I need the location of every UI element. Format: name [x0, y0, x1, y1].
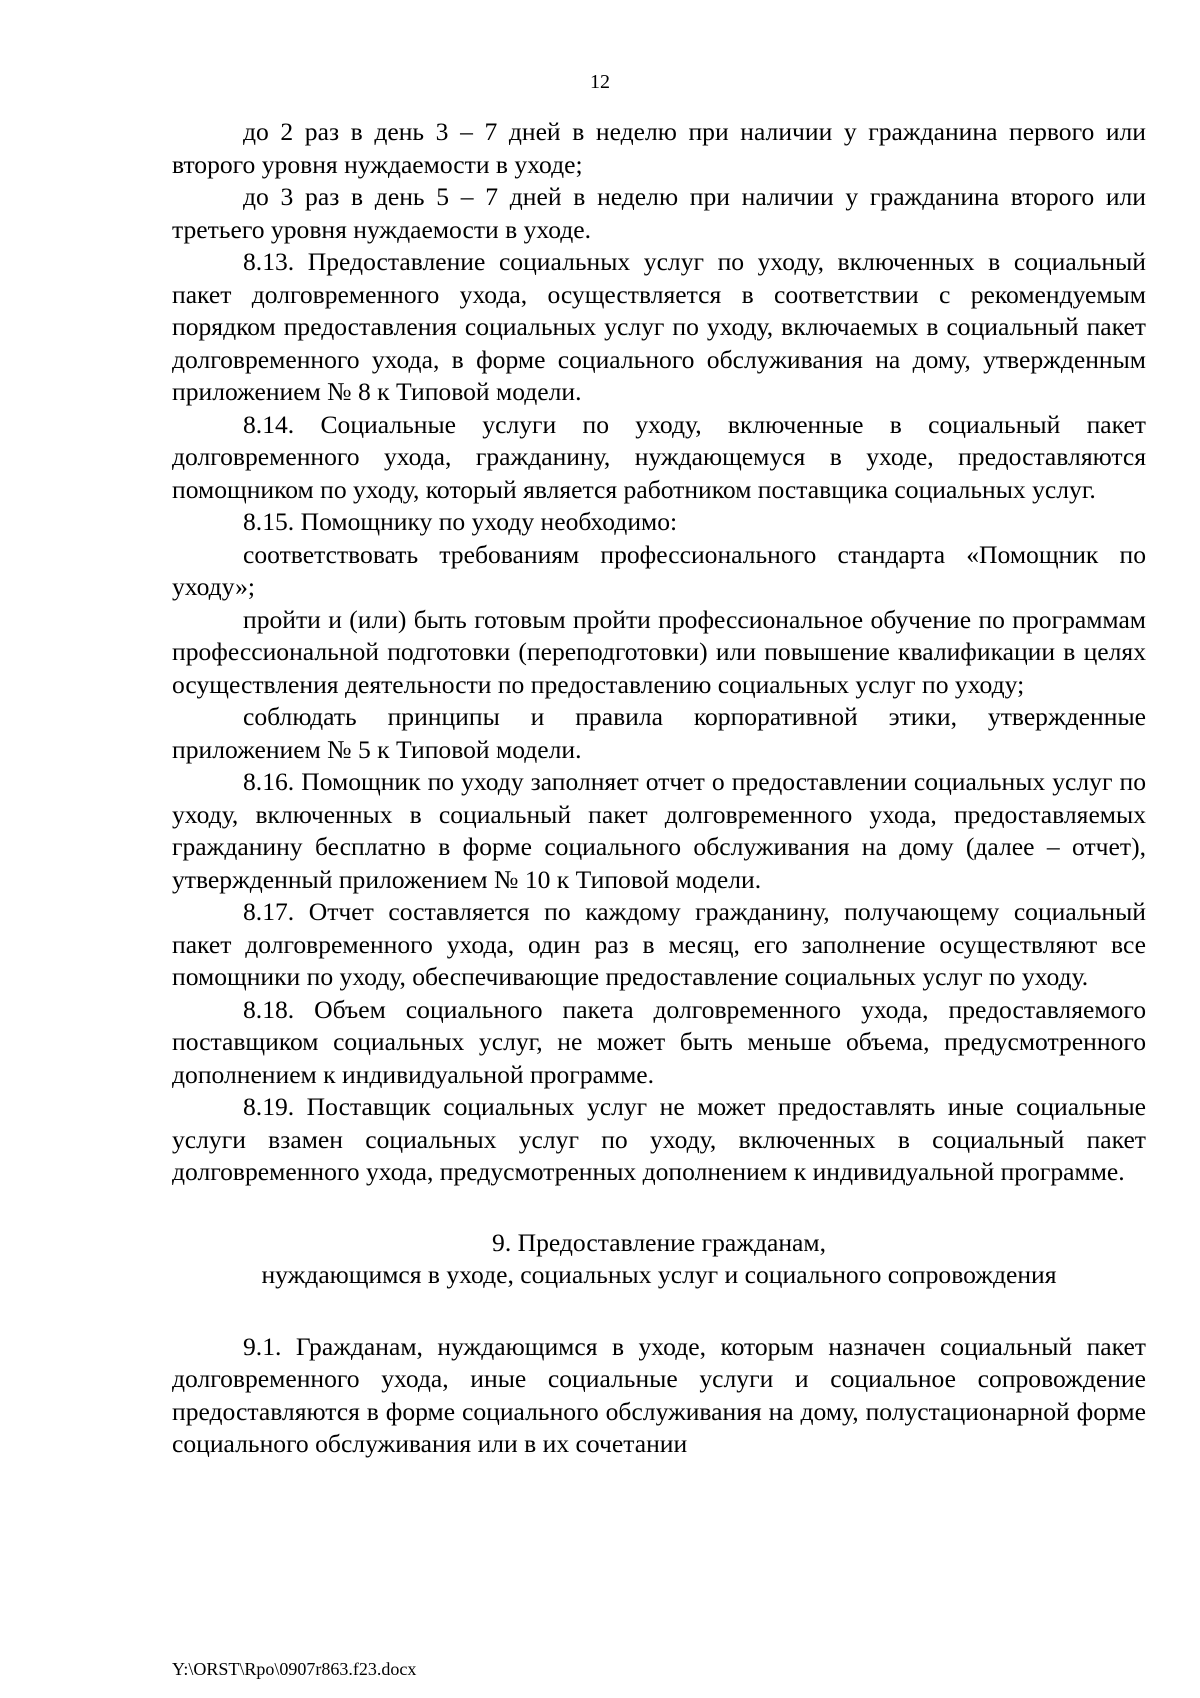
- document-body: [172, 116, 1146, 1461]
- paragraph-8-15-standard: соответствовать требованиям профессионального стандарта «Помощник по уходу»;: [172, 539, 1146, 601]
- section-9-heading: [172, 1227, 1146, 1292]
- footer-file-path: Y:\ORST\Rpo\0907r863.f23.docx: [172, 1659, 417, 1679]
- paragraph-8-13: 8.13. Предоставление социальных услуг по уходу, включенных в социальный пакет долговременного ухода, осуществляется в соответствии с рекомендуемым порядком предоставления социальных услуг по уходу, включаемых в социальный пакет долговременного ухода, в форме социального обслуживания на дому, утвержденным приложением № 8 к Типовой модели.: [172, 247, 1146, 406]
- paragraph-8-15: 8.15. Помощнику по уходу необходимо:: [243, 507, 678, 536]
- paragraph-8-16: 8.16. Помощник по уходу заполняет отчет о предоставлении социальных услуг по уходу, включенных в социальный пакет долговременного ухода, предоставляемых гражданину бесплатно в форме социального обслуживания на дому (далее – отчет), утвержденный приложением № 10 к Типовой модели.: [172, 767, 1146, 894]
- paragraph-8-17: 8.17. Отчет составляется по каждому гражданину, получающему социальный пакет долговременного ухода, один раз в месяц, его заполнение осуществляют все помощники по уходу, обеспечивающие предоставление социальных услуг по уходу.: [172, 897, 1146, 991]
- paragraph-8-15-training: пройти и (или) быть готовым пройти профессиональное обучение по программам профессиональной подготовки (переподготовки) или повышение квалификации в целях осуществления деятельности по предоставлению социальных услуг по уходу;: [172, 604, 1146, 699]
- paragraph-8-15-ethics: соблюдать принципы и правила корпоративной этики, утвержденные приложением № 5 к Типовой модели.: [172, 702, 1146, 764]
- paragraph-frequency-1: до 2 раз в день 3 – 7 дней в неделю при наличии у гражданина первого или второго уровня нуждаемости в уходе;: [172, 117, 1146, 179]
- paragraph-9-1: 9.1. Гражданам, нуждающимся в уходе, которым назначен социальный пакет долговременного ухода, иные социальные услуги и социальное сопровождение предоставляются в форме социального обслуживания на дому, полустационарной форме социального обслуживания или в их сочетании: [172, 1331, 1146, 1458]
- section-heading-line-1: 9. Предоставление гражданам,: [492, 1227, 826, 1257]
- paragraph-8-18: 8.18. Объем социального пакета долговременного ухода, предоставляемого поставщиком социальных услуг, не может быть меньше объема, предусмотренного дополнением к индивидуальной программе.: [172, 994, 1146, 1089]
- paragraph-8-19: 8.19. Поставщик социальных услуг не может предоставлять иные социальные услуги взамен социальных услуг по уходу, включенных в социальный пакет долговременного ухода, предусмотренных дополнением к индивидуальной программе.: [172, 1092, 1146, 1186]
- section-heading-line-2: нуждающимся в уходе, социальных услуг и социального сопровождения: [261, 1260, 1057, 1289]
- page-number: 12: [590, 71, 610, 93]
- paragraph-8-14: 8.14. Социальные услуги по уходу, включенные в социальный пакет долговременного ухода, гражданину, нуждающемуся в уходе, предоставляются помощником по уходу, который является работником поставщика социальных услуг.: [172, 409, 1146, 504]
- paragraph-frequency-2: до 3 раз в день 5 – 7 дней в неделю при наличии у гражданина второго или третьего уровня нуждаемости в уходе.: [172, 182, 1146, 244]
